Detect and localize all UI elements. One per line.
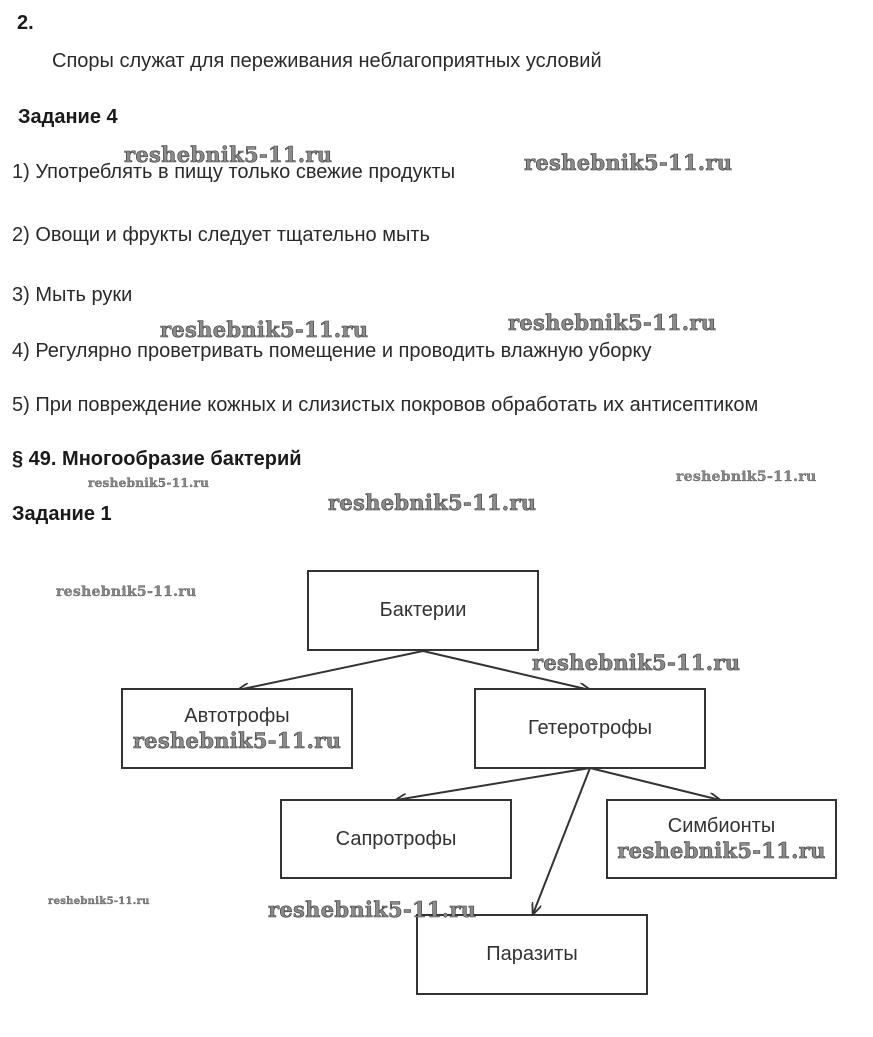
watermark: reshebnik5-11.ru	[676, 469, 817, 485]
arrow-to-parasites	[533, 768, 590, 914]
box-symbionts-label: Симбионты	[667, 815, 776, 837]
watermark: reshebnik5-11.ru	[160, 317, 369, 342]
watermark: reshebnik5-11.ru	[56, 584, 197, 600]
task1-heading: Задание 1	[12, 503, 112, 525]
box-saprotrophs	[280, 799, 512, 879]
box-symbionts	[606, 799, 837, 879]
box-autotrophs-label: Автотрофы	[184, 704, 290, 727]
watermark: reshebnik5-11.ru	[132, 727, 342, 753]
spores-text: Споры служат для переживания неблагоприятных условий	[52, 50, 602, 72]
arrow-to-autotrophs	[238, 651, 423, 690]
box-bacteria	[307, 570, 539, 651]
watermark: reshebnik5-11.ru	[524, 150, 733, 175]
arrow-to-saprotrophs	[396, 768, 590, 800]
box-heterotrophs-label: Гетеротрофы	[527, 717, 653, 739]
section49-heading: § 49. Многообразие бактерий	[12, 448, 302, 470]
watermark: reshebnik5-11.ru	[617, 838, 826, 863]
watermark: reshebnik5-11.ru	[124, 142, 333, 167]
watermark: reshebnik5-11.ru	[508, 310, 717, 335]
box-autotrophs	[121, 688, 353, 769]
task4-item-4: 4) Регулярно проветривать помещение и проводить влажную уборку	[12, 340, 652, 362]
task4-heading: Задание 4	[18, 106, 118, 128]
box-heterotrophs	[474, 688, 706, 769]
box-saprotrophs-label: Сапротрофы	[335, 827, 457, 850]
watermark: reshebnik5-11.ru	[532, 650, 741, 675]
box-bacteria-label: Бактерии	[379, 599, 467, 621]
arrow-to-symbionts	[590, 768, 720, 800]
task4-item-3: 3) Мыть руки	[12, 284, 133, 306]
watermark: reshebnik5-11.ru	[48, 896, 150, 907]
task4-item-1: 1) Употреблять в пищу только свежие продукты	[12, 161, 456, 183]
watermark: reshebnik5-11.ru	[328, 490, 537, 515]
section-number: 2.	[17, 12, 34, 34]
task4-item-2: 2) Овощи и фрукты следует тщательно мыть	[12, 224, 430, 246]
watermark: reshebnik5-11.ru	[88, 476, 210, 490]
task4-item-5: 5) При повреждение кожных и слизистых покровов обработать их антисептиком	[12, 394, 759, 416]
box-parasites-label: Паразиты	[486, 943, 578, 965]
watermark: reshebnik5-11.ru	[268, 897, 477, 922]
box-parasites	[416, 914, 648, 995]
